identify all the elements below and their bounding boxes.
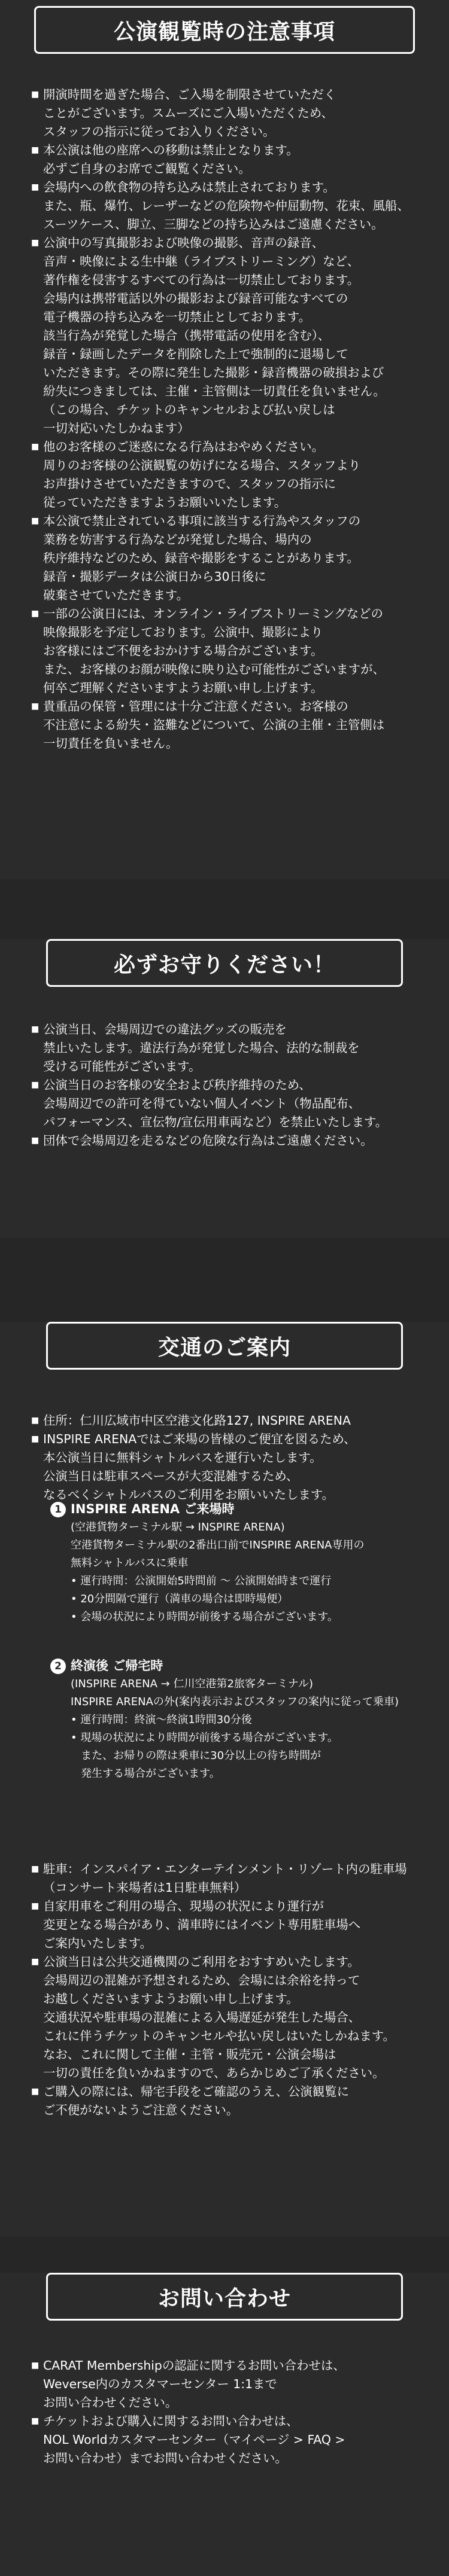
shuttle-departure-title: 終演後 ご帰宅時 [71, 1659, 163, 1673]
list-item-line: ■ 駐車：インスパイア・エンターテインメント・リゾート内の駐車場 [43, 1862, 407, 1876]
list-item-line: 録音・撮影データは公演日から30日後に [43, 569, 266, 584]
list-item-line: Weverse内のカスタマーセンター 1:1まで [43, 2377, 277, 2391]
list-item-line: パフォーマンス、宣伝物/宣伝用車両など）を禁止いたします。 [43, 1115, 388, 1129]
list-item [31, 141, 425, 178]
list-item-line: ■ 本公演は他の座席への移動は禁止となります。 [43, 143, 299, 157]
list-item-line: 一切対応いたしかねます） [43, 421, 190, 435]
number-badge: 2 [50, 1659, 66, 1674]
list-item [31, 605, 425, 697]
list-item-line: 一切責任を負いません。 [43, 736, 178, 751]
shuttle-detail-line: • 運行時間：公演開始5時間前 ～ 公演開始時まで運行 [71, 1575, 332, 1587]
list-item [31, 1897, 425, 1953]
list-item-line: NOL Worldカスタマーセンター（マイページ > FAQ > [43, 2432, 345, 2447]
list-item-line: 業務を妨害する行為などが発覚した場合、場内の [43, 532, 312, 547]
list-item-line: 一切の責任を負いかねますので、あらかじめご了承ください。 [43, 2066, 385, 2080]
list-item-line: ■ 会場内への飲食物の持ち込みは禁止されております。 [43, 180, 335, 194]
notice-list [31, 86, 425, 753]
contact-section [0, 2273, 449, 2576]
list-item [31, 1132, 425, 1150]
list-item-line: 必ずご自身のお席でご観覧ください。 [43, 161, 251, 176]
list-item [31, 1860, 425, 1897]
list-item [31, 234, 425, 438]
list-item-line: ■ ご購入の際には、帰宅手段をご確認のうえ、公演観覧に [43, 2084, 349, 2099]
section-divider [0, 879, 449, 939]
list-item-line: なお、これに関して主催・主管・販売元・公演会場は [43, 2047, 336, 2062]
list-item-line: 録音・録画したデータを削除した上で強制的に退場して [43, 347, 348, 361]
list-item-line: ■ 公演当日のお客様の安全および秩序維持のため、 [43, 1078, 311, 1092]
list-item-line: ■ 公演中の写真撮影および映像の撮影、音声の録音、 [43, 236, 324, 250]
list-item-line: 禁止いたします。違法行為が発覚した場合、法的な制裁を [43, 1041, 360, 1055]
list-item [31, 1020, 425, 1076]
list-item [31, 697, 425, 753]
shuttle-detail-line: (空港貨物ターミナル駅 → INSPIRE ARENA) [71, 1521, 285, 1534]
contact-list [31, 2356, 425, 2468]
list-item-line: ■ 開演時間を過ぎた場合、ご入場を制限させていただく [43, 87, 336, 102]
list-item [31, 2412, 425, 2468]
list-item [31, 1953, 425, 2083]
list-item-line: 変更となる場合があり、満車時にはイベント専用駐車場へ [43, 1917, 361, 1932]
shuttle-detail-line: 無料シャトルバスに乗車 [71, 1557, 189, 1569]
list-item-line: 受ける可能性がございます。 [43, 1059, 201, 1074]
list-item-line: （この場合、チケットのキャンセルおよび払い戻しは [43, 403, 335, 417]
list-item-line: ■ 貴重品の保管・管理には十分ご注意ください。お客様の [43, 699, 348, 714]
list-item-line: ■ 一部の公演日には、オンライン・ライブストリーミングなどの [43, 606, 383, 621]
list-item-line: 音声・映像による生中継（ライブストリーミング）など、 [43, 254, 360, 269]
list-item-line: ■ 公演当日は公共交通機関のご利用をおすすめいたします。 [43, 1955, 360, 1969]
list-item-line: ■ 公演当日、会場周辺での違法グッズの販売を [43, 1022, 287, 1037]
shuttle-detail-line: • 20分間隔で運行（満車の場合は即時場便） [71, 1593, 289, 1605]
list-item-line: ■ 本公演で禁止されている事項に該当する行為やスタッフの [43, 514, 361, 528]
list-item-line: ■ 自家用車をご利用の場合、現場の状況により運行が [43, 1899, 324, 1913]
list-item-line: 秩序維持などのため、録音や撮影をすることがあります。 [43, 551, 359, 565]
list-item-line: ■ CARAT Membershipの認証に関するお問い合わせは、 [43, 2358, 345, 2373]
list-item-line: これに伴うチケットのキャンセルや払い戻しはいたしかねます。 [43, 2029, 395, 2043]
list-item-line: お問い合わせください。 [43, 2395, 178, 2410]
list-item-line: 電子機器の持ち込みを一切禁止としております。 [43, 310, 311, 324]
list-item-line: ■ 団体で会場周辺を走るなどの危険な行為はご遠慮ください。 [43, 1133, 373, 1148]
list-item-line: 会場内は携帯電話以外の撮影および録音可能なすべての [43, 291, 348, 306]
list-item-line: 会場周辺での許可を得ていない個人イベント（物品配布、 [43, 1096, 361, 1111]
access-title: 交通のご案内 [46, 1322, 403, 1370]
shuttle-detail-line: 発生する場合がございます。 [71, 1767, 220, 1780]
list-item-line: ■ 住所：仁川広域市中区空港文化路127, INSPIRE ARENA [43, 1413, 351, 1428]
list-item [31, 512, 425, 605]
shuttle-detail-line: (INSPIRE ARENA → 仁川空港第2旅客ターミナル) [71, 1678, 314, 1690]
list-item-line: また、お客様のお顔が映像に映り込む可能性がございますが、 [43, 662, 385, 676]
list-item [31, 1076, 425, 1132]
list-item [31, 438, 425, 512]
list-item-line: スタッフの指示に従ってお入りください。 [43, 124, 275, 139]
access-list-bottom [31, 1860, 425, 2120]
section-divider [0, 2237, 449, 2273]
access-section [0, 1322, 449, 2297]
list-item-line: お声掛けさせていただきますので、スタッフの指示に [43, 477, 336, 491]
number-badge: 1 [50, 1502, 66, 1517]
list-item [31, 2356, 425, 2412]
list-item-line: 交通状況や駐車場の混雑による入場遅延が発生した場合、 [43, 2010, 361, 2025]
shuttle-detail-line: INSPIRE ARENAの外(案内表示およびスタッフの案内に従って乗車) [71, 1696, 399, 1708]
shuttle-detail-line: • 現場の状況により時間が前後する場合がございます。 [71, 1731, 338, 1744]
list-item-line: ■ チケットおよび購入に関するお問い合わせは、 [43, 2414, 299, 2428]
list-item [31, 2083, 425, 2120]
list-item-line: また、瓶、爆竹、レーザーなどの危険物や仲屈動物、花束、風船、 [43, 199, 409, 213]
list-item [31, 86, 425, 141]
rules-title: 必ずお守りください！ [46, 939, 403, 987]
list-item-line: スーツケース、脚立、三脚などの持ち込みはご遠慮ください。 [43, 217, 384, 231]
list-item [31, 178, 425, 234]
shuttle-detail-line: • 会場の状況により時間が前後する場合がございます。 [71, 1611, 338, 1623]
shuttle-detail-line: また、お帰りの際は乗車に30分以上の待ち時間が [71, 1749, 321, 1762]
list-item-line: お客様にはご不便をおかけする場合がございます。 [43, 644, 323, 658]
list-item-line: お問い合わせ）までお問い合わせください。 [43, 2451, 287, 2465]
list-item-line: なるべくシャトルバスのご利用をお願いいたします。 [43, 1487, 334, 1502]
list-item-line: 紛失につきましては、主催・主管側は一切責任を負いません。 [43, 384, 386, 398]
notice-title: 公演観覧時の注意事項 [34, 6, 415, 54]
list-item-line: 破棄させていただきます。 [43, 588, 189, 602]
list-item-line: 映像撮影を予定しております。公演中、撮影により [43, 625, 323, 639]
contact-title: お問い合わせ [46, 2273, 403, 2321]
list-item-line: （コンサート来場者は1日駐車無料） [43, 1880, 247, 1895]
list-item [31, 1412, 425, 1430]
list-item-line: ■ INSPIRE ARENAではご来場の皆様のご便宜を図るため、 [43, 1432, 356, 1446]
access-list-top [31, 1412, 425, 1504]
list-item-line: 何卒ご理解くださいますようお願い申し上げます。 [43, 681, 323, 695]
list-item-line: お越しくださいますようお願い申し上げます。 [43, 1992, 299, 2006]
list-item-line: 本公演当日に無料シャトルバスを運行いたします。 [43, 1450, 322, 1465]
list-item-line: いただきます。その際に発生した撮影・録音機器の破損および [43, 365, 384, 380]
list-item-line: 不注意による紛失・盗難などについて、公演の主催・主管側は [43, 718, 385, 732]
list-item-line: ■ 他のお客様のご迷惑になる行為はおやめください。 [43, 440, 324, 454]
list-item-line: ご不便がないようご注意ください。 [43, 2103, 239, 2117]
shuttle-detail-line: • 運行時間：終演～終演1時間30分後 [71, 1714, 252, 1726]
shuttle-arrival-title: INSPIRE ARENA ご来場時 [71, 1502, 235, 1516]
list-item-line: 周りのお客様の公演観覧の妨げになる場合、スタッフより [43, 458, 361, 472]
list-item-line: 公演当日は駐車スペースが大変混雑するため、 [43, 1469, 299, 1483]
section-divider [0, 1238, 449, 1322]
list-item-line: 該当行為が発覚した場合（携帯電話の使用を含む）、 [43, 328, 330, 343]
rules-list [31, 1020, 425, 1150]
shuttle-arrival [50, 1500, 425, 1626]
list-item [31, 1430, 425, 1504]
shuttle-departure [50, 1657, 425, 1783]
rules-section [0, 939, 449, 1238]
list-item-line: ことがございます。スムーズにご入場いただくため、 [43, 106, 333, 120]
list-item-line: 従っていただきますようお願いいたします。 [43, 495, 287, 510]
shuttle-detail-line: 空港貨物ターミナル駅の2番出口前でINSPIRE ARENA専用の [71, 1539, 365, 1551]
list-item-line: 著作権を侵害するすべての行為は一切禁止しております。 [43, 273, 360, 287]
notice-section [0, 0, 449, 879]
list-item-line: 会場周辺の混雑が予想されるため、会場には余裕を持って [43, 1973, 360, 1987]
list-item-line: ご案内いたします。 [43, 1936, 152, 1950]
